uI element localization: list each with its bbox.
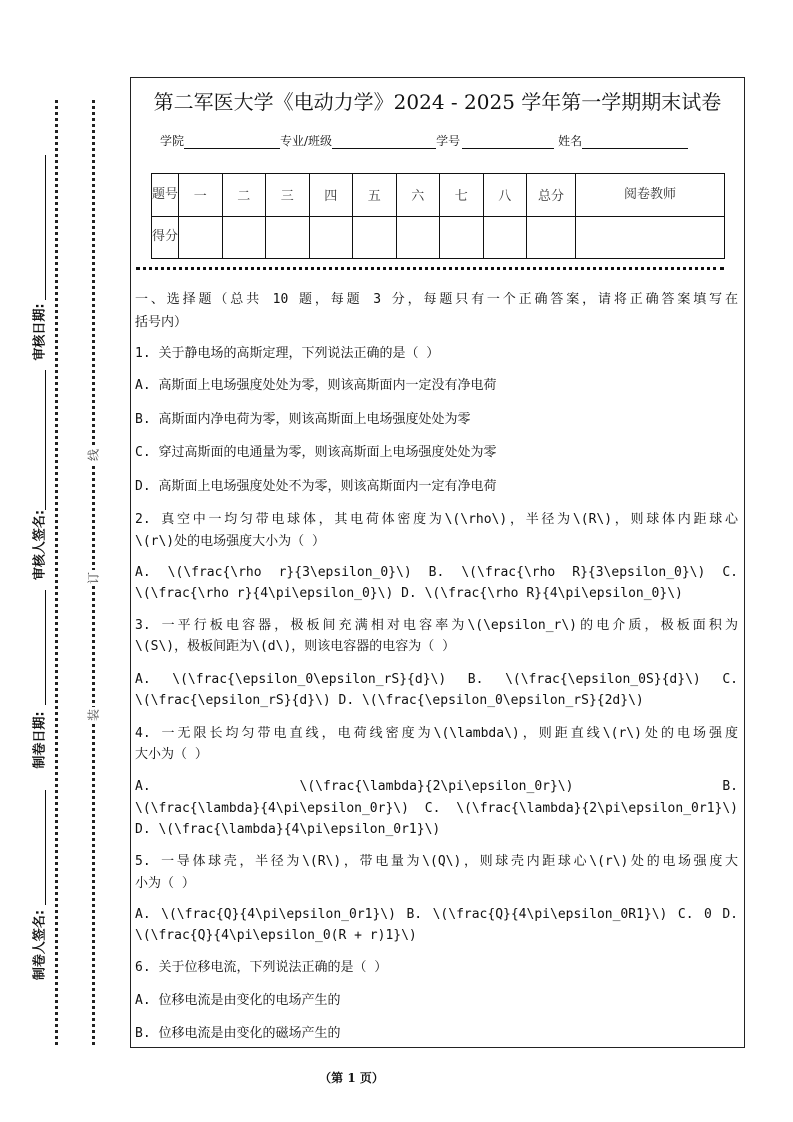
text-line: D. 高斯面上电场强度处处不为零，则该高斯面内一定有净电荷 (135, 479, 497, 494)
score-label: 得分 (152, 216, 179, 259)
maker-sign-label: 制卷人签名: (32, 909, 48, 981)
col-3: 三 (266, 174, 310, 217)
col-7: 七 (440, 174, 484, 217)
text-line: 1. 关于静电场的高斯定理，下列说法正确的是（ ） (135, 346, 440, 361)
review-date-label: 审核日期: (32, 303, 48, 361)
text-line: A. 位移电流是由变化的电场产生的 (135, 993, 341, 1008)
score-cell[interactable] (266, 216, 310, 259)
text-line: A. \(\frac{\rho r}{3\epsilon_0}\) B. \(\frac{\rho R}{3\epsilon_0}\) C. (135, 565, 738, 580)
text-line: B. 高斯面内净电荷为零，则该高斯面上电场强度处处为零 (135, 412, 471, 427)
text-line: \(\frac{\lambda}{4\pi\epsilon_0r}\) C. \(\frac{\lambda}{2\pi\epsilon_0r1}\) (135, 801, 738, 816)
col-2: 二 (222, 174, 266, 217)
text-line: D. \(\frac{\lambda}{4\pi\epsilon_0r1}\) (135, 822, 441, 837)
maker-sign-underline (45, 790, 46, 905)
score-row (152, 216, 725, 259)
text-line: \(\frac{\epsilon_rS}{d}\) D. \(\frac{\epsilon_0\epsilon_rS}{2d}\) (135, 693, 644, 708)
col-6: 六 (396, 174, 440, 217)
header-label: 题号 (152, 174, 179, 217)
outer-binding-line (55, 100, 58, 1045)
reviewer-sign-label: 审核人签名: (32, 509, 48, 581)
text-line: 4. 一无限长均匀带电直线，电荷线密度为\(\lambda\)，则距直线\(r\)处的电场强度 (135, 726, 738, 741)
text-line: C. 穿过高斯面的电通量为零，则该高斯面上电场强度处处为零 (135, 445, 497, 460)
major-label: 专业/班级 (280, 134, 333, 148)
text-line: \(\frac{Q}{4\pi\epsilon_0(R + r)1}\) (135, 928, 417, 943)
score-cell[interactable] (576, 216, 725, 259)
student-info-fields (160, 132, 688, 149)
college-field[interactable] (184, 134, 280, 149)
col-grader: 阅卷教师 (576, 174, 725, 217)
text-line: \(r\)处的电场强度大小为（ ） (135, 534, 325, 549)
score-cell[interactable] (483, 216, 527, 259)
col-total: 总分 (527, 174, 576, 217)
score-cell[interactable] (527, 216, 576, 259)
text-line: A. \(\frac{\lambda}{2\pi\epsilon_0r}\) B. (135, 779, 738, 794)
text-line: 括号内） (135, 315, 188, 330)
text-line: 2. 真空中一均匀带电球体，其电荷体密度为\(\rho\)，半径为\(R\)，则球体内距球心 (135, 512, 738, 527)
student-id-label: 学号 (436, 134, 461, 148)
exam-title: 第二军医大学《电动力学》2024 - 2025 学年第一学期期末试卷 (153, 90, 722, 114)
dotted-separator (136, 267, 724, 270)
col-8: 八 (483, 174, 527, 217)
student-id-field[interactable] (462, 134, 554, 149)
score-table (151, 173, 725, 259)
text-line: A. \(\frac{\epsilon_0\epsilon_rS}{d}\) B. \(\frac{\epsilon_0S}{d}\) C. (135, 672, 738, 687)
name-field[interactable] (582, 134, 688, 149)
page-number: （第 1 页） (319, 1071, 384, 1085)
text-line: A. \(\frac{Q}{4\pi\epsilon_0r1}\) B. \(\frac{Q}{4\pi\epsilon_0R1}\) C. 0 D. (135, 907, 738, 922)
make-date-underline (45, 590, 46, 705)
score-cell[interactable] (309, 216, 353, 259)
header-row (152, 174, 725, 217)
college-label: 学院 (160, 134, 185, 148)
bind-char: 装 (86, 708, 101, 722)
col-1: 一 (179, 174, 223, 217)
col-5: 五 (353, 174, 397, 217)
text-line: B. 位移电流是由变化的磁场产生的 (135, 1026, 341, 1041)
order-char: 订 (86, 571, 101, 585)
text-line: 小为（ ） (135, 876, 195, 891)
text-line: 大小为（ ） (135, 747, 208, 762)
major-field[interactable] (332, 134, 436, 149)
score-cell[interactable] (222, 216, 266, 259)
text-line: A. 高斯面上电场强度处处为零，则该高斯面内一定没有净电荷 (135, 378, 497, 393)
score-cell[interactable] (440, 216, 484, 259)
text-line: \(\frac{\rho r}{4\pi\epsilon_0}\) D. \(\frac{\rho R}{4\pi\epsilon_0}\) (135, 586, 683, 601)
text-line: 一、选择题（总共 10 题，每题 3 分，每题只有一个正确答案，请将正确答案填写在 (135, 292, 738, 307)
text-line: 3. 一平行板电容器，极板间充满相对电容率为\(\epsilon_r\)的电介质，极板面积为 (135, 618, 738, 633)
review-date-underline (45, 155, 46, 300)
make-date-label: 制卷日期: (32, 711, 48, 769)
text-line: 5. 一导体球壳，半径为\(R\)，带电量为\(Q\)，则球壳内距球心\(r\)处的电场强度大 (135, 854, 738, 869)
score-cell[interactable] (353, 216, 397, 259)
line-char: 线 (86, 448, 101, 462)
name-label: 姓名 (558, 134, 583, 148)
text-line: 6. 关于位移电流，下列说法正确的是（ ） (135, 960, 388, 975)
score-cell[interactable] (396, 216, 440, 259)
reviewer-sign-underline (45, 370, 46, 510)
text-line: \(S\)，极板间距为\(d\)，则该电容器的电容为（ ） (135, 639, 456, 654)
score-cell[interactable] (179, 216, 223, 259)
col-4: 四 (309, 174, 353, 217)
